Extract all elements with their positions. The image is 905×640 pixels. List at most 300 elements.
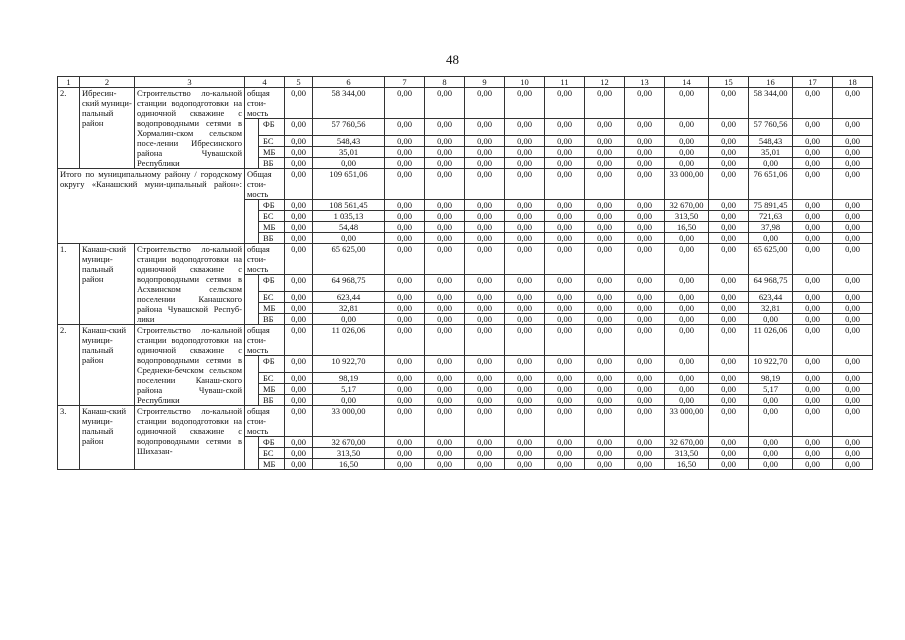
value-cell: 0,00 xyxy=(385,448,425,459)
value-cell: 0,00 xyxy=(709,119,749,136)
column-header: 6 xyxy=(313,77,385,88)
value-cell: 0,00 xyxy=(625,158,665,169)
value-cell: 0,00 xyxy=(833,384,873,395)
value-cell: 0,00 xyxy=(709,211,749,222)
value-cell: 0,00 xyxy=(585,437,625,448)
value-cell: 58 344,00 xyxy=(313,88,385,119)
value-cell: 0,00 xyxy=(505,303,545,314)
value-cell: 0,00 xyxy=(505,233,545,244)
value-cell: 313,50 xyxy=(313,448,385,459)
value-cell: 0,00 xyxy=(665,384,709,395)
column-header: 17 xyxy=(793,77,833,88)
row-number: 2. xyxy=(58,88,80,169)
value-cell: 0,00 xyxy=(465,448,505,459)
value-cell: 10 922,70 xyxy=(749,356,793,373)
value-cell: 0,00 xyxy=(585,292,625,303)
value-cell: 0,00 xyxy=(833,233,873,244)
value-cell: 0,00 xyxy=(505,211,545,222)
value-cell: 65 625,00 xyxy=(749,244,793,275)
value-cell: 0,00 xyxy=(833,303,873,314)
value-cell: 0,00 xyxy=(505,292,545,303)
value-cell: 0,00 xyxy=(545,356,585,373)
breakdown-label xyxy=(245,200,259,244)
header-row xyxy=(58,77,873,88)
value-cell: 0,00 xyxy=(385,406,425,437)
value-cell: 0,00 xyxy=(625,244,665,275)
value-cell: 0,00 xyxy=(545,222,585,233)
value-cell: 0,00 xyxy=(585,384,625,395)
value-cell: 0,00 xyxy=(709,325,749,356)
value-cell: 0,00 xyxy=(793,303,833,314)
value-cell: 0,00 xyxy=(625,200,665,211)
value-cell: 0,00 xyxy=(285,384,313,395)
column-header: 1 xyxy=(58,77,80,88)
value-cell: 0,00 xyxy=(585,136,625,147)
value-cell: 0,00 xyxy=(793,88,833,119)
value-cell: 0,00 xyxy=(505,325,545,356)
value-cell: 0,00 xyxy=(425,406,465,437)
value-cell: 0,00 xyxy=(585,88,625,119)
value-cell: 0,00 xyxy=(385,222,425,233)
column-header: 13 xyxy=(625,77,665,88)
value-cell: 0,00 xyxy=(793,147,833,158)
value-cell: 0,00 xyxy=(385,384,425,395)
value-cell: 0,00 xyxy=(625,384,665,395)
value-cell: 0,00 xyxy=(385,169,425,200)
value-cell: 0,00 xyxy=(833,275,873,292)
breakdown-label xyxy=(245,356,259,406)
value-cell: 0,00 xyxy=(665,292,709,303)
value-cell: 0,00 xyxy=(793,222,833,233)
value-cell: 0,00 xyxy=(425,437,465,448)
value-cell: 0,00 xyxy=(625,169,665,200)
value-cell: 0,00 xyxy=(709,169,749,200)
value-cell: 0,00 xyxy=(545,325,585,356)
value-cell: 0,00 xyxy=(505,314,545,325)
funding-source-label: МБ xyxy=(259,147,285,158)
value-cell: 64 968,75 xyxy=(749,275,793,292)
value-cell: 0,00 xyxy=(585,119,625,136)
value-cell: 623,44 xyxy=(313,292,385,303)
funding-source-label: ВБ xyxy=(259,395,285,406)
value-cell: 0,00 xyxy=(285,158,313,169)
total-cost-label: Общая стои-мость xyxy=(245,169,285,200)
value-cell: 98,19 xyxy=(749,373,793,384)
value-cell: 0,00 xyxy=(545,384,585,395)
value-cell: 0,00 xyxy=(285,119,313,136)
value-cell: 313,50 xyxy=(665,448,709,459)
value-cell: 0,00 xyxy=(425,169,465,200)
value-cell: 0,00 xyxy=(585,275,625,292)
value-cell: 0,00 xyxy=(793,244,833,275)
value-cell: 0,00 xyxy=(285,314,313,325)
value-cell: 0,00 xyxy=(709,136,749,147)
value-cell: 0,00 xyxy=(385,325,425,356)
value-cell: 0,00 xyxy=(709,275,749,292)
value-cell: 0,00 xyxy=(585,200,625,211)
value-cell: 0,00 xyxy=(425,119,465,136)
value-cell: 0,00 xyxy=(665,119,709,136)
value-cell: 0,00 xyxy=(749,158,793,169)
value-cell: 0,00 xyxy=(545,88,585,119)
value-cell: 33 000,00 xyxy=(665,169,709,200)
value-cell: 0,00 xyxy=(285,233,313,244)
funding-source-label: БС xyxy=(259,136,285,147)
value-cell: 0,00 xyxy=(625,373,665,384)
value-cell: 0,00 xyxy=(585,169,625,200)
project-row xyxy=(58,406,873,437)
column-header: 4 xyxy=(245,77,285,88)
value-cell: 0,00 xyxy=(585,395,625,406)
value-cell: 0,00 xyxy=(313,233,385,244)
value-cell: 0,00 xyxy=(505,275,545,292)
value-cell: 0,00 xyxy=(465,303,505,314)
value-cell: 0,00 xyxy=(833,169,873,200)
value-cell: 0,00 xyxy=(793,384,833,395)
value-cell: 0,00 xyxy=(505,136,545,147)
funding-source-label: ФБ xyxy=(259,275,285,292)
column-header: 8 xyxy=(425,77,465,88)
value-cell: 0,00 xyxy=(709,222,749,233)
column-header: 9 xyxy=(465,77,505,88)
column-header: 18 xyxy=(833,77,873,88)
value-cell: 0,00 xyxy=(709,373,749,384)
value-cell: 0,00 xyxy=(285,437,313,448)
value-cell: 0,00 xyxy=(505,158,545,169)
value-cell: 0,00 xyxy=(793,275,833,292)
value-cell: 0,00 xyxy=(625,222,665,233)
value-cell: 32 670,00 xyxy=(665,200,709,211)
funding-source-label: ВБ xyxy=(259,314,285,325)
value-cell: 0,00 xyxy=(505,244,545,275)
district-name: Канаш-ский муници-пальный район xyxy=(80,406,135,470)
value-cell: 0,00 xyxy=(625,356,665,373)
value-cell: 0,00 xyxy=(545,158,585,169)
value-cell: 0,00 xyxy=(285,373,313,384)
value-cell: 0,00 xyxy=(505,384,545,395)
value-cell: 0,00 xyxy=(465,211,505,222)
value-cell: 0,00 xyxy=(833,136,873,147)
value-cell: 0,00 xyxy=(465,406,505,437)
value-cell: 0,00 xyxy=(285,406,313,437)
value-cell: 0,00 xyxy=(545,373,585,384)
value-cell: 0,00 xyxy=(585,356,625,373)
value-cell: 0,00 xyxy=(793,233,833,244)
value-cell: 0,00 xyxy=(545,136,585,147)
value-cell: 0,00 xyxy=(625,88,665,119)
value-cell: 0,00 xyxy=(465,158,505,169)
value-cell: 0,00 xyxy=(585,222,625,233)
value-cell: 0,00 xyxy=(665,88,709,119)
value-cell: 0,00 xyxy=(793,325,833,356)
value-cell: 0,00 xyxy=(465,292,505,303)
value-cell: 0,00 xyxy=(425,88,465,119)
funding-source-label: БС xyxy=(259,292,285,303)
total-cost-label: общая стои-мость xyxy=(245,88,285,119)
value-cell: 0,00 xyxy=(833,158,873,169)
value-cell: 0,00 xyxy=(545,233,585,244)
district-name: Канаш-ский муници-пальный район xyxy=(80,325,135,406)
value-cell: 0,00 xyxy=(285,88,313,119)
value-cell: 0,00 xyxy=(585,158,625,169)
value-cell: 0,00 xyxy=(385,200,425,211)
value-cell: 0,00 xyxy=(833,406,873,437)
value-cell: 57 760,56 xyxy=(749,119,793,136)
funding-source-label: ФБ xyxy=(259,356,285,373)
value-cell: 0,00 xyxy=(833,356,873,373)
value-cell: 57 760,56 xyxy=(313,119,385,136)
value-cell: 0,00 xyxy=(425,147,465,158)
value-cell: 0,00 xyxy=(833,292,873,303)
value-cell: 0,00 xyxy=(749,448,793,459)
value-cell: 0,00 xyxy=(749,437,793,448)
value-cell: 11 026,06 xyxy=(749,325,793,356)
value-cell: 35,01 xyxy=(749,147,793,158)
value-cell: 0,00 xyxy=(793,119,833,136)
value-cell: 33 000,00 xyxy=(313,406,385,437)
value-cell: 0,00 xyxy=(545,169,585,200)
value-cell: 0,00 xyxy=(665,325,709,356)
value-cell: 0,00 xyxy=(625,303,665,314)
funding-source-label: ФБ xyxy=(259,200,285,211)
value-cell: 0,00 xyxy=(793,314,833,325)
value-cell: 0,00 xyxy=(385,158,425,169)
value-cell: 0,00 xyxy=(285,136,313,147)
value-cell: 0,00 xyxy=(709,88,749,119)
value-cell: 0,00 xyxy=(385,147,425,158)
value-cell: 0,00 xyxy=(465,437,505,448)
value-cell: 0,00 xyxy=(709,292,749,303)
value-cell: 0,00 xyxy=(833,200,873,211)
value-cell: 0,00 xyxy=(545,406,585,437)
value-cell: 0,00 xyxy=(505,356,545,373)
value-cell: 109 651,06 xyxy=(313,169,385,200)
value-cell: 0,00 xyxy=(285,169,313,200)
value-cell: 0,00 xyxy=(425,275,465,292)
value-cell: 108 561,45 xyxy=(313,200,385,211)
value-cell: 0,00 xyxy=(833,373,873,384)
value-cell: 548,43 xyxy=(313,136,385,147)
value-cell: 0,00 xyxy=(665,275,709,292)
value-cell: 0,00 xyxy=(545,437,585,448)
value-cell: 0,00 xyxy=(833,147,873,158)
page-number: 48 xyxy=(446,52,459,67)
value-cell: 0,00 xyxy=(285,303,313,314)
value-cell: 0,00 xyxy=(425,200,465,211)
value-cell: 0,00 xyxy=(385,233,425,244)
value-cell: 0,00 xyxy=(545,200,585,211)
value-cell: 0,00 xyxy=(709,303,749,314)
value-cell: 0,00 xyxy=(313,158,385,169)
value-cell: 0,00 xyxy=(585,406,625,437)
project-row xyxy=(58,325,873,356)
value-cell: 16,50 xyxy=(313,459,385,470)
value-cell: 0,00 xyxy=(793,211,833,222)
value-cell: 0,00 xyxy=(585,244,625,275)
value-cell: 0,00 xyxy=(585,448,625,459)
value-cell: 0,00 xyxy=(425,222,465,233)
value-cell: 0,00 xyxy=(833,395,873,406)
value-cell: 76 651,06 xyxy=(749,169,793,200)
value-cell: 0,00 xyxy=(833,211,873,222)
value-cell: 0,00 xyxy=(793,395,833,406)
value-cell: 32,81 xyxy=(749,303,793,314)
value-cell: 0,00 xyxy=(285,147,313,158)
project-description: Строительство ло-кальной станции водоподготовки на одиночной скважине с водопроводными сетями в Асхвинском сельском поселении Канашского района Чувашской Респуб-лики xyxy=(135,244,245,325)
value-cell: 0,00 xyxy=(709,459,749,470)
value-cell: 0,00 xyxy=(425,459,465,470)
value-cell: 0,00 xyxy=(545,244,585,275)
value-cell: 32 670,00 xyxy=(313,437,385,448)
value-cell: 0,00 xyxy=(425,356,465,373)
value-cell: 0,00 xyxy=(465,356,505,373)
funding-source-label: БС xyxy=(259,373,285,384)
value-cell: 0,00 xyxy=(709,244,749,275)
value-cell: 0,00 xyxy=(793,169,833,200)
value-cell: 0,00 xyxy=(425,136,465,147)
value-cell: 0,00 xyxy=(709,384,749,395)
value-cell: 623,44 xyxy=(749,292,793,303)
project-description: Строительство ло-кальной станции водоподготовки на одиночной скважине с водопроводными сетями в Среднеки-бечском сельском поселении Канаш-ского района Чуваш-ской Республики xyxy=(135,325,245,406)
total-cost-label: общая стои-мость xyxy=(245,325,285,356)
value-cell: 0,00 xyxy=(585,211,625,222)
project-row xyxy=(58,244,873,275)
value-cell: 0,00 xyxy=(709,233,749,244)
value-cell: 37,98 xyxy=(749,222,793,233)
column-header: 5 xyxy=(285,77,313,88)
value-cell: 0,00 xyxy=(385,244,425,275)
column-header: 12 xyxy=(585,77,625,88)
funding-source-label: МБ xyxy=(259,384,285,395)
value-cell: 0,00 xyxy=(505,437,545,448)
column-header: 10 xyxy=(505,77,545,88)
value-cell: 0,00 xyxy=(505,119,545,136)
value-cell: 0,00 xyxy=(425,211,465,222)
value-cell: 0,00 xyxy=(793,136,833,147)
value-cell: 0,00 xyxy=(793,448,833,459)
column-header: 16 xyxy=(749,77,793,88)
value-cell: 0,00 xyxy=(545,459,585,470)
value-cell: 0,00 xyxy=(285,356,313,373)
value-cell: 0,00 xyxy=(505,395,545,406)
value-cell: 0,00 xyxy=(425,395,465,406)
value-cell: 0,00 xyxy=(833,459,873,470)
value-cell: 35,01 xyxy=(313,147,385,158)
value-cell: 0,00 xyxy=(665,233,709,244)
value-cell: 0,00 xyxy=(505,147,545,158)
value-cell: 0,00 xyxy=(625,211,665,222)
value-cell: 58 344,00 xyxy=(749,88,793,119)
value-cell: 0,00 xyxy=(465,222,505,233)
value-cell: 548,43 xyxy=(749,136,793,147)
value-cell: 0,00 xyxy=(833,314,873,325)
value-cell: 0,00 xyxy=(709,437,749,448)
value-cell: 0,00 xyxy=(833,222,873,233)
value-cell: 0,00 xyxy=(709,395,749,406)
value-cell: 313,50 xyxy=(665,211,709,222)
value-cell: 0,00 xyxy=(625,459,665,470)
value-cell: 0,00 xyxy=(793,158,833,169)
value-cell: 0,00 xyxy=(585,314,625,325)
row-number: 2. xyxy=(58,325,80,406)
value-cell: 0,00 xyxy=(665,373,709,384)
value-cell: 0,00 xyxy=(425,233,465,244)
value-cell: 0,00 xyxy=(793,406,833,437)
value-cell: 0,00 xyxy=(425,244,465,275)
value-cell: 0,00 xyxy=(285,325,313,356)
value-cell: 0,00 xyxy=(465,244,505,275)
district-total-label: Итого по муниципальному району / городскому округу «Канашский муни-ципальный район»: xyxy=(58,169,245,244)
row-number: 3. xyxy=(58,406,80,470)
value-cell: 0,00 xyxy=(585,233,625,244)
total-cost-label: общая стои-мость xyxy=(245,244,285,275)
column-header: 15 xyxy=(709,77,749,88)
value-cell: 0,00 xyxy=(545,147,585,158)
value-cell: 0,00 xyxy=(709,356,749,373)
value-cell: 0,00 xyxy=(425,303,465,314)
project-description: Строительство ло-кальной станции водоподготовки на одиночной скважине с водопроводными сетями в Шихазан- xyxy=(135,406,245,470)
value-cell: 0,00 xyxy=(285,448,313,459)
value-cell: 0,00 xyxy=(465,200,505,211)
value-cell: 0,00 xyxy=(665,136,709,147)
value-cell: 0,00 xyxy=(625,119,665,136)
value-cell: 0,00 xyxy=(793,292,833,303)
value-cell: 10 922,70 xyxy=(313,356,385,373)
value-cell: 0,00 xyxy=(385,356,425,373)
funding-source-label: БС xyxy=(259,448,285,459)
value-cell: 32 670,00 xyxy=(665,437,709,448)
value-cell: 0,00 xyxy=(665,147,709,158)
funding-source-label: ФБ xyxy=(259,437,285,448)
value-cell: 32,81 xyxy=(313,303,385,314)
value-cell: 0,00 xyxy=(385,136,425,147)
value-cell: 0,00 xyxy=(285,222,313,233)
value-cell: 16,50 xyxy=(665,459,709,470)
value-cell: 0,00 xyxy=(625,233,665,244)
funding-source-label: БС xyxy=(259,211,285,222)
value-cell: 0,00 xyxy=(385,292,425,303)
column-header: 11 xyxy=(545,77,585,88)
district-total-row xyxy=(58,169,873,200)
value-cell: 0,00 xyxy=(385,314,425,325)
value-cell: 0,00 xyxy=(465,384,505,395)
row-number: 1. xyxy=(58,244,80,325)
value-cell: 1 035,13 xyxy=(313,211,385,222)
value-cell: 0,00 xyxy=(585,147,625,158)
column-header: 3 xyxy=(135,77,245,88)
value-cell: 0,00 xyxy=(709,200,749,211)
value-cell: 0,00 xyxy=(285,244,313,275)
value-cell: 0,00 xyxy=(833,437,873,448)
table-body xyxy=(58,77,873,470)
value-cell: 16,50 xyxy=(665,222,709,233)
value-cell: 0,00 xyxy=(585,459,625,470)
value-cell: 33 000,00 xyxy=(665,406,709,437)
value-cell: 64 968,75 xyxy=(313,275,385,292)
value-cell: 0,00 xyxy=(385,119,425,136)
value-cell: 0,00 xyxy=(425,373,465,384)
value-cell: 0,00 xyxy=(385,211,425,222)
value-cell: 0,00 xyxy=(465,136,505,147)
value-cell: 0,00 xyxy=(425,292,465,303)
value-cell: 0,00 xyxy=(833,88,873,119)
value-cell: 0,00 xyxy=(425,325,465,356)
value-cell: 0,00 xyxy=(625,136,665,147)
value-cell: 0,00 xyxy=(665,314,709,325)
value-cell: 0,00 xyxy=(465,275,505,292)
funding-source-label: МБ xyxy=(259,222,285,233)
value-cell: 0,00 xyxy=(749,233,793,244)
